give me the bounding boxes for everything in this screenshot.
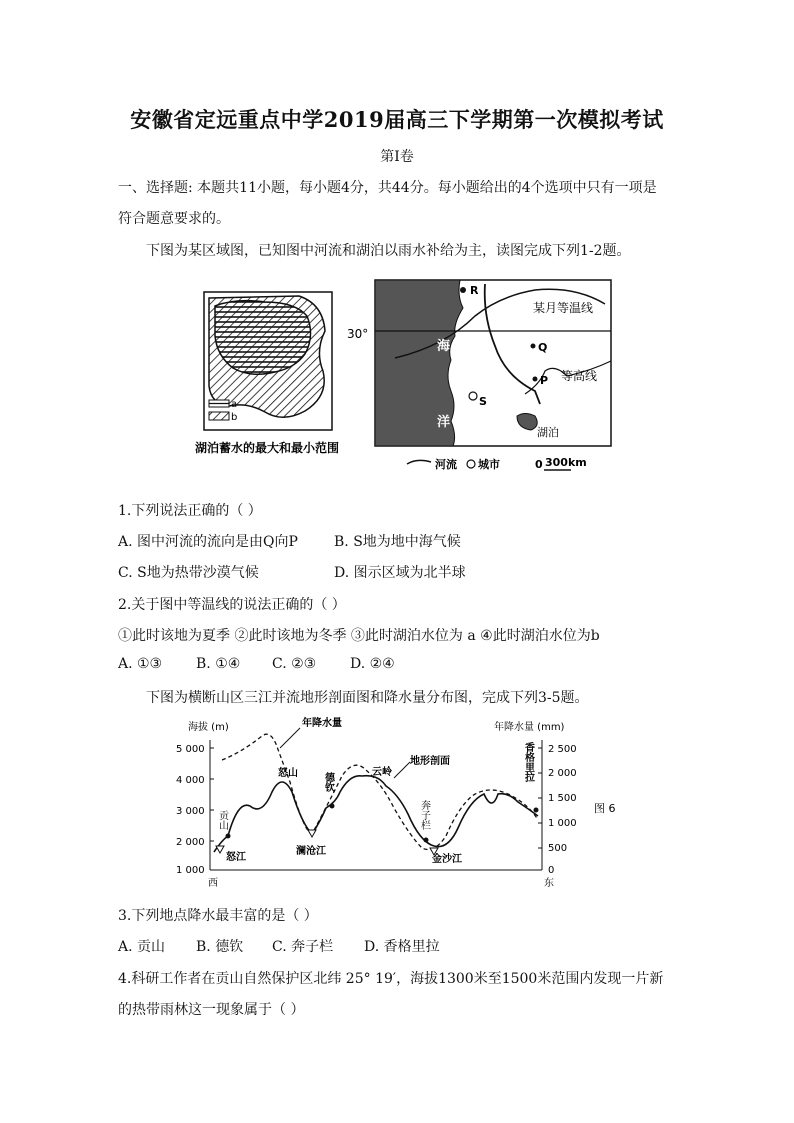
- label-deqin: 德钦: [322, 772, 334, 792]
- nujiang-river-symbol: [216, 846, 224, 853]
- left-tick-1000: 1 000: [176, 865, 205, 876]
- legend-river-label: 河流: [435, 458, 457, 471]
- figure2-profile-chart: [172, 712, 632, 892]
- instruction-line-1: 一、选择题: 本题共11小题，每小题4分，共44分。每小题给出的4个选项中只有一项是: [118, 180, 657, 196]
- right-ticks: [538, 744, 577, 876]
- label-xianggelila: 香格里拉: [522, 742, 534, 782]
- q3-option-d: D. 香格里拉: [364, 939, 440, 955]
- label-nushan: 怒山: [278, 768, 298, 779]
- right-tick-2000: 2 000: [548, 768, 577, 779]
- label-gongshan: 贡山: [216, 810, 228, 830]
- label-sea: 海: [437, 339, 451, 354]
- label-terrain-profile: 地形剖面: [410, 756, 450, 767]
- right-tick-0: 0: [548, 865, 555, 876]
- left-tick-2000: 2 000: [176, 837, 205, 848]
- legend-b-label: b: [231, 412, 238, 423]
- point-deqin: [330, 804, 335, 809]
- label-west: 西: [208, 878, 218, 889]
- section-label: 第I卷: [380, 149, 414, 165]
- label-annual-precip: 年降水量: [302, 718, 342, 729]
- point-xianggelila: [534, 808, 539, 813]
- instruction-line-2: 符合题意要求的。: [118, 211, 230, 227]
- left-tick-4000: 4 000: [176, 775, 205, 786]
- label-q: Q: [538, 341, 548, 354]
- left-tick-5000: 5 000: [176, 744, 205, 755]
- point-q: [531, 344, 536, 349]
- legend-city-symbol: [467, 460, 475, 468]
- q2-option-a: A. ①③: [118, 656, 163, 672]
- precipitation-line: [222, 734, 538, 849]
- label-isotherm: 某月等温线: [533, 301, 594, 315]
- label-lancangjiang: 澜沧江: [296, 846, 326, 857]
- legend-city-label: 城市: [478, 458, 500, 471]
- label-r: R: [470, 284, 479, 297]
- label-ocean: 洋: [437, 415, 451, 430]
- q2-option-c: C. ②③: [272, 656, 317, 672]
- right-tick-1000: 1 000: [548, 818, 577, 829]
- left-ticks: [176, 744, 214, 876]
- point-p: [533, 377, 538, 382]
- q1-option-b: B. S地为地中海气候: [334, 534, 461, 550]
- q3-option-a: A. 贡山: [118, 939, 166, 955]
- scale-zero: 0: [535, 458, 543, 471]
- lat-label: 30°: [347, 327, 369, 341]
- label-east: 东: [544, 878, 554, 889]
- q1-option-a: A. 图中河流的流向是由Q向P: [118, 534, 298, 550]
- q1-option-d: D. 图示区域为北半球: [334, 565, 466, 581]
- q2-option-b: B. ①④: [196, 656, 241, 672]
- scale-label: 300km: [545, 456, 587, 469]
- terrain-profile-line: [214, 776, 538, 852]
- question-2-statement: ①此时该地为夏季 ②此时该地为冬季 ③此时湖泊水位为 a ④此时湖泊水位为b: [118, 628, 600, 644]
- figure1-intro: 下图为某区域图，已知图中河流和湖泊以雨水补给为主，读图完成下列1-2题。: [146, 243, 631, 259]
- left-axis-title: 海拔 (m): [188, 722, 229, 733]
- figure2-intro: 下图为横断山区三江并流地形剖面图和降水量分布图，完成下列3-5题。: [146, 690, 589, 706]
- legend-river-symbol: [407, 460, 431, 464]
- city-s: [469, 392, 477, 400]
- label-contour: 等高线: [561, 369, 598, 383]
- page-title: 安徽省定远重点中学2019届高三下学期第一次模拟考试: [130, 107, 664, 132]
- label-s: S: [479, 395, 487, 408]
- figure1-region-map: [195, 276, 620, 476]
- label-lake: 湖泊: [537, 426, 559, 439]
- label-yunling: 云岭: [372, 767, 392, 778]
- question-3-stem: 3.下列地点降水最丰富的是（ ）: [118, 908, 318, 924]
- q2-option-d: D. ②④: [350, 656, 395, 672]
- q3-option-b: B. 德钦: [196, 939, 244, 955]
- lancang-river-symbol: [308, 830, 316, 837]
- point-benzilan: [424, 838, 429, 843]
- legend-a-label: a: [231, 399, 238, 410]
- label-jinshajiang: 金沙江: [432, 854, 462, 865]
- lake-caption: 湖泊蓄水的最大和最小范围: [195, 441, 340, 455]
- legend-b-box: [209, 412, 229, 420]
- left-tick-3000: 3 000: [176, 806, 205, 817]
- right-tick-500: 500: [548, 843, 568, 854]
- question-1-stem: 1.下列说法正确的（ ）: [118, 503, 262, 519]
- label-nujiang: 怒江: [226, 852, 246, 863]
- lake-min-extent: [215, 301, 311, 375]
- figure-number: 图 6: [594, 802, 616, 815]
- point-r: [460, 287, 466, 293]
- q3-option-c: C. 奔子栏: [272, 939, 334, 955]
- question-4-stem-line2: 的热带雨林这一现象属于（ ）: [118, 1002, 305, 1018]
- question-4-stem-line1: 4.科研工作者在贡山自然保护区北纬 25° 19′，海拔1300米至1500米范围内发现一片新: [118, 971, 664, 987]
- right-axis-title: 年降水量 (mm): [494, 722, 565, 733]
- right-tick-2500: 2 500: [548, 744, 577, 755]
- label-p: P: [540, 374, 549, 387]
- question-2-stem: 2.关于图中等温线的说法正确的（ ）: [118, 597, 346, 613]
- point-gongshan: [226, 834, 231, 839]
- label-benzilan: 奔子栏: [418, 800, 430, 830]
- right-tick-1500: 1 500: [548, 793, 577, 804]
- q1-option-c: C. S地为热带沙漠气候: [118, 565, 259, 581]
